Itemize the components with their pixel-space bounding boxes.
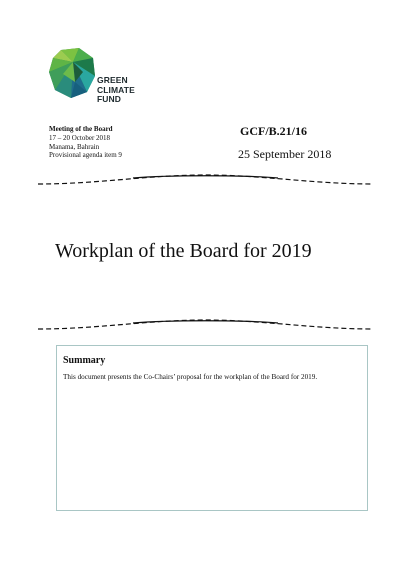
document-title: Workplan of the Board for 2019 bbox=[55, 240, 312, 262]
meeting-dates: 17 – 20 October 2018 bbox=[49, 133, 111, 142]
logo-line-climate: CLIMATE bbox=[97, 84, 135, 95]
document-reference: GCF/B.21/16 bbox=[240, 124, 308, 138]
summary-box bbox=[56, 345, 368, 511]
summary-heading: Summary bbox=[63, 355, 106, 366]
meeting-info bbox=[49, 125, 122, 160]
top-wave-divider bbox=[38, 174, 373, 188]
meeting-agenda-item: Provisional agenda item 9 bbox=[49, 151, 122, 160]
summary-text: This document presents the Co-Chairs’ proposal for the workplan of the Board for 2019. bbox=[63, 373, 318, 381]
document-date: 25 September 2018 bbox=[238, 147, 332, 161]
bottom-wave-divider bbox=[38, 319, 373, 333]
meeting-location: Manama, Bahrain bbox=[49, 142, 100, 151]
logo-line-fund: FUND bbox=[97, 94, 122, 104]
gcf-globe-icon bbox=[49, 48, 97, 98]
logo-line-green: GREEN bbox=[97, 75, 128, 85]
meeting-title: Meeting of the Board bbox=[49, 125, 113, 133]
gcf-logo-text bbox=[97, 76, 135, 105]
